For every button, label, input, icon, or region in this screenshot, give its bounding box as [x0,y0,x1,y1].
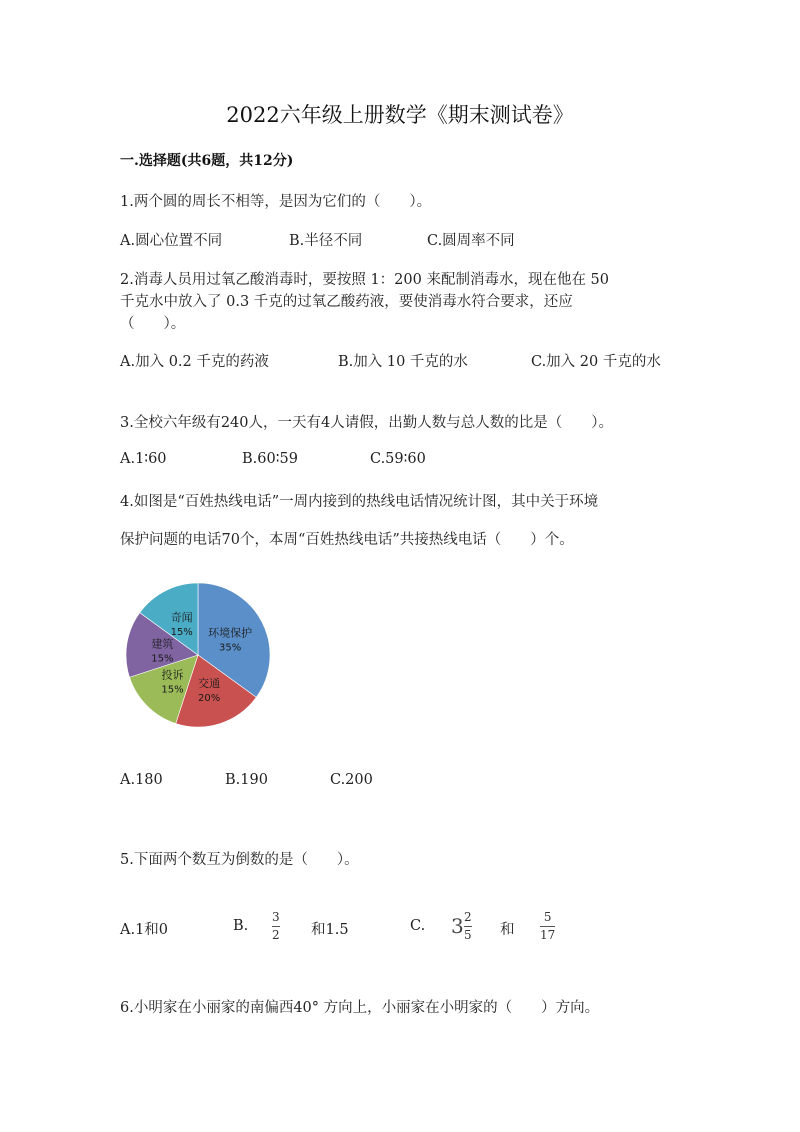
pie-chart [120,578,280,738]
question-2-option-c: C.加入 20 千克的水 [531,354,661,370]
question-3-option-a: A.1∶60 [120,451,167,467]
fraction-denominator: 2 [272,928,280,942]
pie-slice-percent: 15% [151,653,174,665]
question-4-option-b: B.190 [225,772,268,788]
question-5-option-a: A.1和0 [120,922,169,938]
question-1-option-c: C.圆周率不同 [427,233,515,249]
question-1-option-b: B.半径不同 [289,233,363,249]
fraction-two-fifths [464,910,472,942]
question-4-stem-line-1: 4.如图是“百姓热线电话”一周内接到的热线电话情况统计图，其中关于环境 [120,494,599,510]
fraction-bar [272,926,280,927]
question-2-stem-line-3: （ ）。 [120,316,186,332]
pie-slice-label: 投诉 [161,668,184,682]
question-5-option-b-text: 和1.5 [311,922,349,938]
pie-slice-label: 奇闻 [170,610,193,624]
fraction-numerator: 5 [543,910,552,924]
question-2-option-b: B.加入 10 千克的水 [338,354,468,370]
fraction-numerator: 3 [272,910,280,924]
fraction-bar [540,926,555,927]
pie-slice-label: 建筑 [151,637,174,651]
pie-slice-percent: 15% [170,626,193,638]
question-3-stem: 3.全校六年级有240人，一天有4人请假，出勤人数与总人数的比是（ ）。 [120,415,613,431]
fraction-five-seventeenths [540,910,555,942]
question-2-option-a: A.加入 0.2 千克的药液 [120,354,269,370]
fraction-bar [464,926,472,927]
fraction-denominator: 5 [464,928,472,942]
question-4-stem-line-2: 保护问题的电话70个，本周“百姓热线电话”共接热线电话（ ）个。 [120,532,574,548]
question-1-option-a: A.圆心位置不同 [120,233,223,249]
question-3-option-b: B.60∶59 [242,451,298,467]
fraction-three-halves [272,910,280,942]
question-2-stem-line-2: 千克水中放入了 0.3 千克的过氧乙酸药液，要使消毒水符合要求，还应 [120,294,573,310]
question-4-option-a: A.180 [120,772,163,788]
pie-slice-label: 环境保护 [208,626,253,640]
pie-slice-percent: 15% [161,684,184,696]
section-heading: 一.选择题(共6题，共12分) [120,153,294,169]
mixed-number-whole: 3 [451,914,464,938]
question-5-stem: 5.下面两个数互为倒数的是（ ）。 [120,852,359,868]
pie-slice-percent: 20% [197,693,221,705]
question-3-option-c: C.59∶60 [370,451,426,467]
fraction-numerator: 2 [464,910,472,924]
pie-slice-percent: 35% [218,642,242,654]
question-2-stem-line-1: 2.消毒人员用过氧乙酸消毒时，要按照 1：200 来配制消毒水，现在他在 50 [120,272,610,288]
fraction-denominator: 17 [540,928,556,942]
question-4-option-c: C.200 [330,772,373,788]
question-5-option-c-and: 和 [500,922,515,938]
question-6-stem: 6.小明家在小丽家的南偏西40° 方向上，小丽家在小明家的（ ）方向。 [120,1000,600,1016]
pie-slice-label: 交通 [198,677,221,691]
question-5-option-b-label: B. [233,918,249,934]
question-5-option-c-label: C. [410,918,426,934]
question-1-stem: 1.两个圆的周长不相等，是因为它们的（ ）。 [120,194,432,210]
page-title: 2022六年级上册数学《期末测试卷》 [226,103,574,127]
